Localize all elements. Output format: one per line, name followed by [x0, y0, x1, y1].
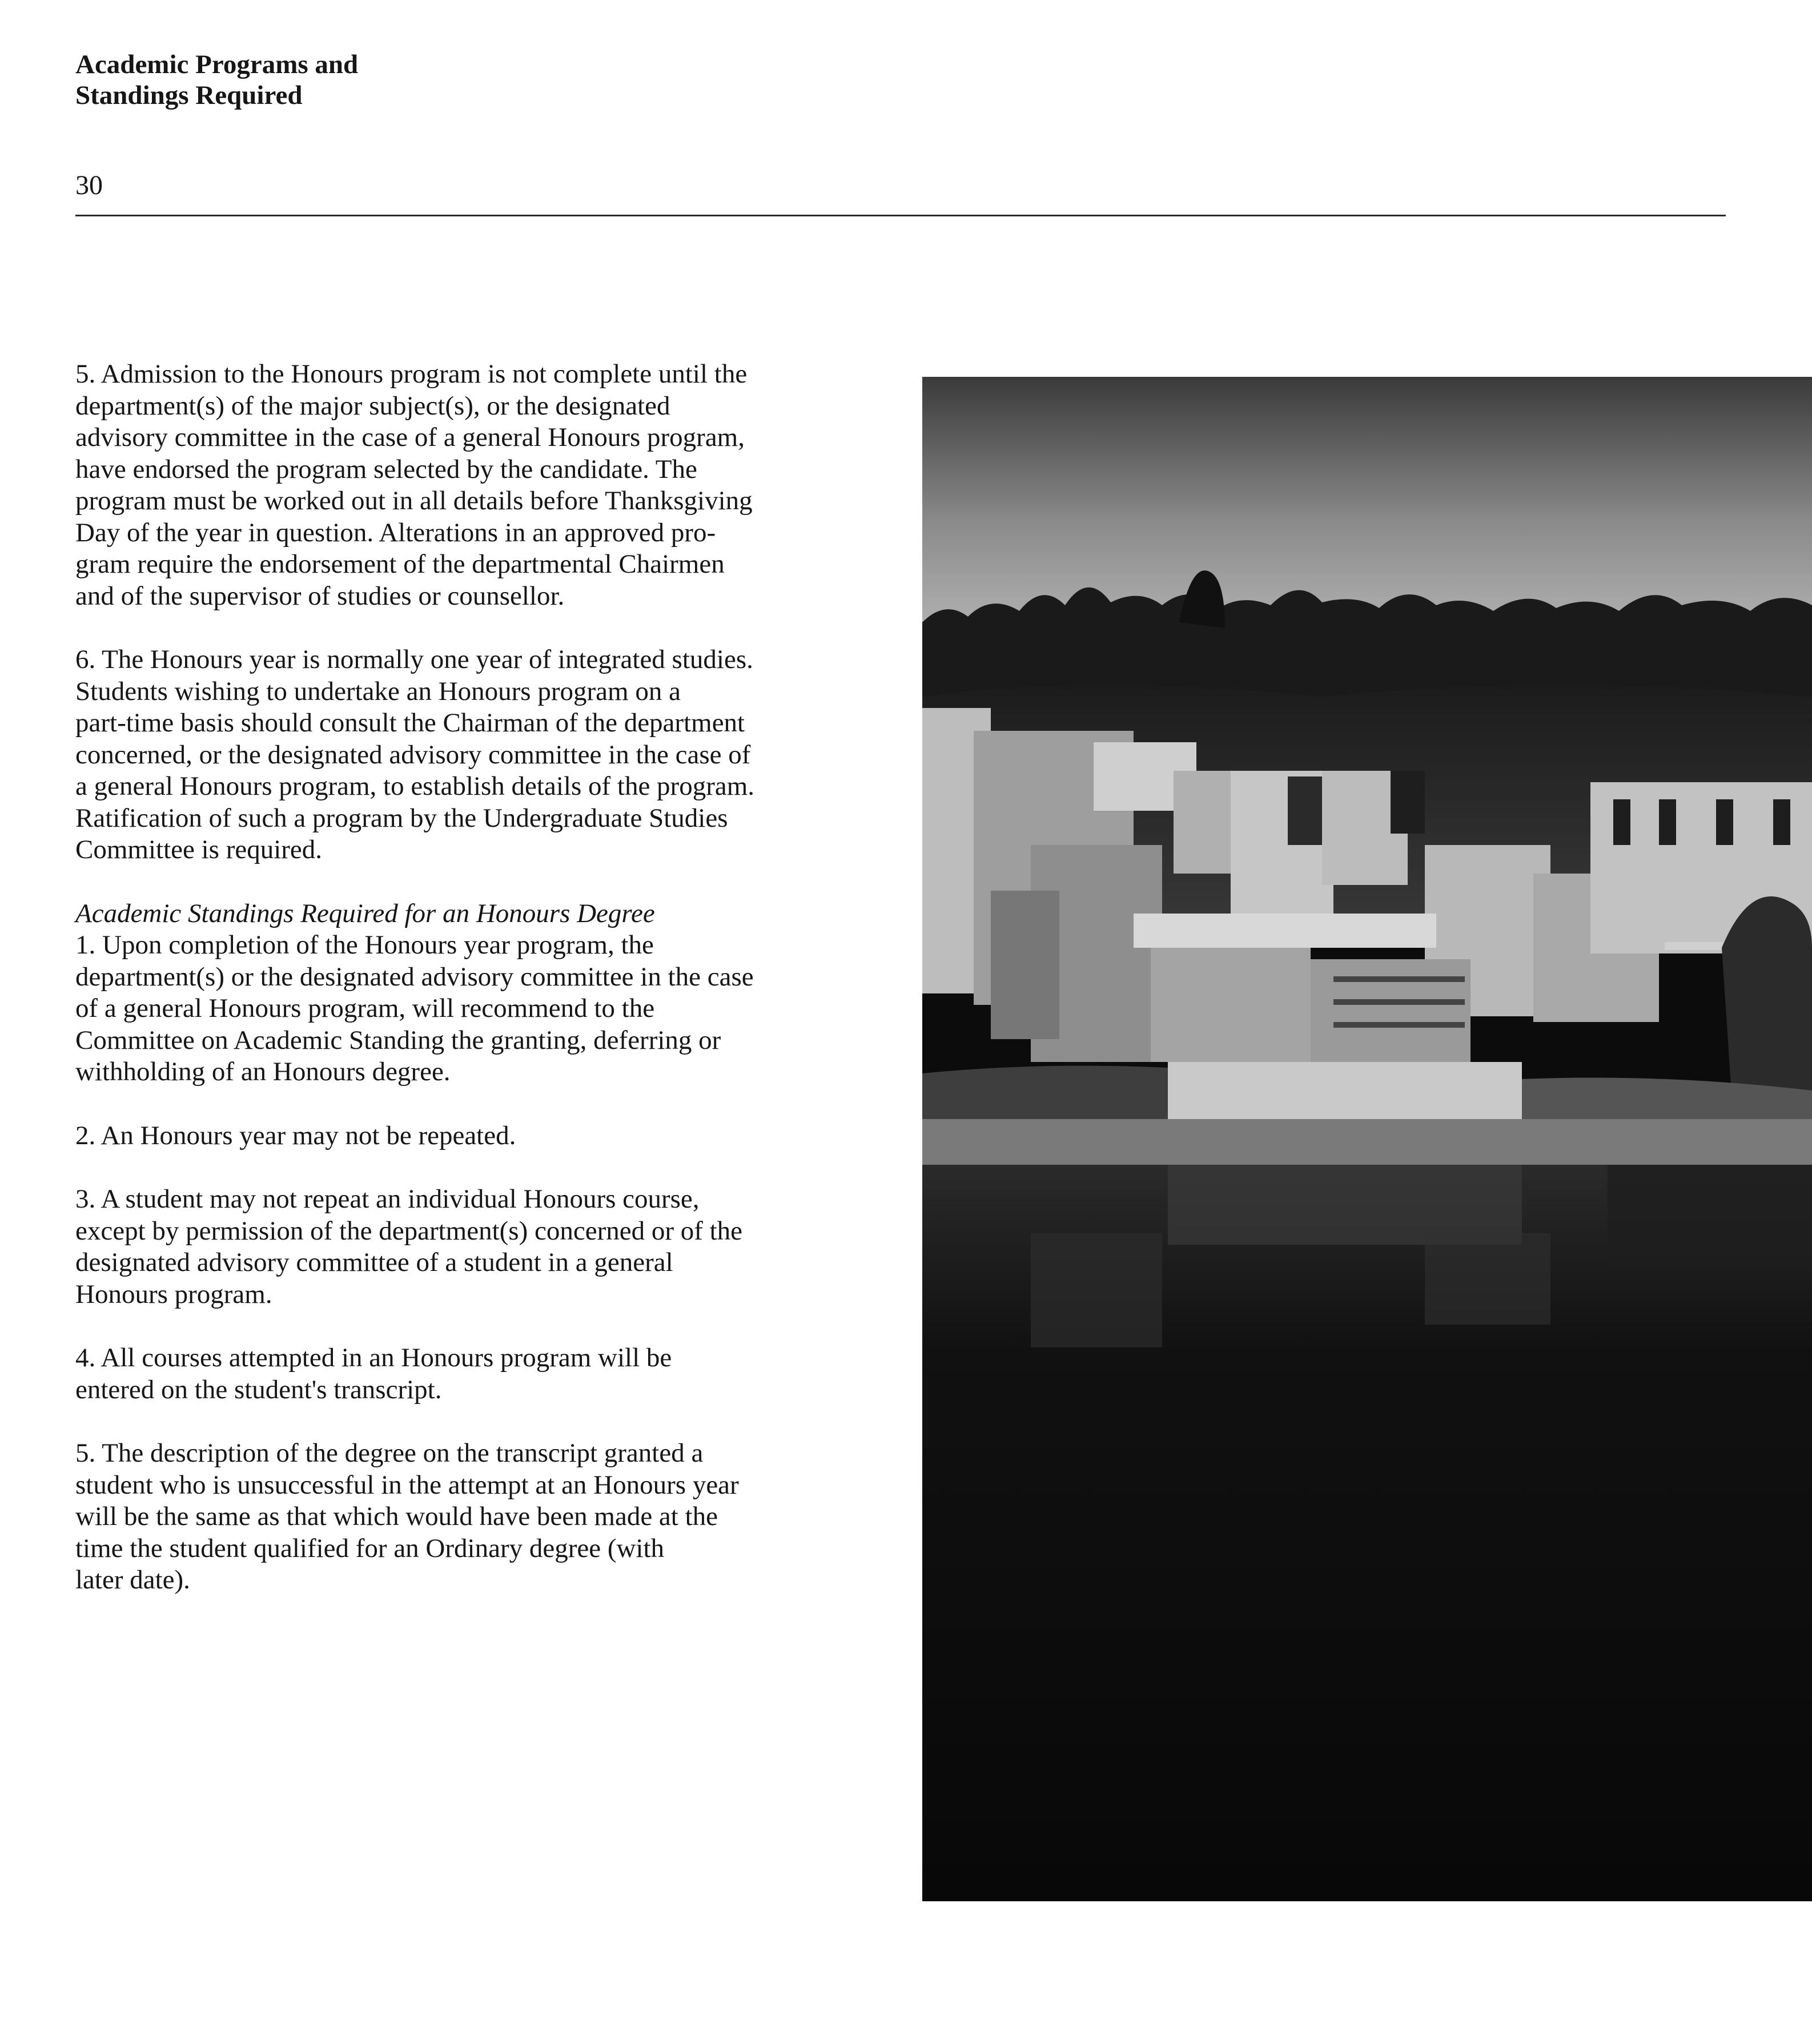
text-line: part-time basis should consult the Chairman of the department	[75, 708, 745, 738]
paragraph-admission	[75, 359, 875, 612]
page-title-line-2: Standings Required	[75, 81, 303, 110]
text-line: Students wishing to undertake an Honours program on a	[75, 676, 681, 706]
text-line: withholding of an Honours degree.	[75, 1057, 451, 1087]
text-line: advisory committee in the case of a general Honours program,	[75, 423, 745, 452]
text-line: entered on the student's transcript.	[75, 1374, 442, 1405]
text-line: of a general Honours program, will recommend to the	[75, 993, 655, 1023]
text-line: 3. A student may not repeat an individual Honours course,	[75, 1184, 700, 1214]
text-line: concerned, or the designated advisory committee in the case of	[75, 739, 751, 770]
paragraph-standing-1	[75, 930, 875, 1088]
text-line: will be the same as that which would have been made at the	[75, 1502, 718, 1531]
text-line: department(s) or the designated advisory committee in the case	[75, 961, 754, 992]
text-line: 4. All courses attempted in an Honours program will be	[75, 1343, 672, 1373]
paragraph-standing-4	[75, 1342, 875, 1406]
text-line: except by permission of the department(s) concerned or of the	[75, 1216, 743, 1246]
text-line: department(s) of the major subject(s), or the designated	[75, 391, 670, 421]
text-line: program must be worked out in all details before Thanksgiving	[75, 486, 753, 516]
text-line: Day of the year in question. Alterations in an approved pro-	[75, 517, 716, 548]
campus-photo-icon	[922, 377, 1812, 1901]
text-line: gram require the endorsement of the departmental Chairmen	[75, 549, 725, 579]
text-line: and of the supervisor of studies or counsellor.	[75, 581, 565, 611]
text-line: Ratification of such a program by the Undergraduate Studies	[75, 803, 728, 833]
body-text-column	[75, 359, 875, 1628]
text-line: Committee on Academic Standing the granting, deferring or	[75, 1025, 721, 1055]
text-line: Honours program.	[75, 1279, 272, 1309]
page-title	[75, 49, 589, 111]
text-line: 5. The description of the degree on the transcript granted a	[75, 1438, 704, 1468]
campus-photo	[922, 377, 1812, 1901]
paragraph-standing-2	[75, 1120, 875, 1152]
header-divider	[75, 215, 1726, 216]
text-line: 2. An Honours year may not be repeated.	[75, 1120, 516, 1150]
text-line: time the student qualified for an Ordinary degree (with	[75, 1533, 665, 1563]
paragraph-standing-3	[75, 1184, 875, 1310]
text-line: later date).	[75, 1565, 190, 1595]
text-line: 5. Admission to the Honours program is not complete until the	[75, 359, 748, 389]
page-number: 30	[75, 170, 103, 200]
text-line: 1. Upon completion of the Honours year program, the	[75, 930, 654, 960]
text-line: 6. The Honours year is normally one year of integrated studies.	[75, 645, 753, 674]
paragraph-standing-5	[75, 1438, 875, 1596]
text-line: student who is unsuccessful in the attempt at an Honours year	[75, 1470, 739, 1500]
page-title-line-1: Academic Programs and	[75, 50, 359, 79]
text-line: Committee is required.	[75, 835, 323, 864]
text-line: a general Honours program, to establish details of the program.	[75, 771, 755, 801]
section-subheading: Academic Standings Required for an Honours Degree	[75, 898, 655, 928]
text-line: have endorsed the program selected by the candidate. The	[75, 454, 697, 484]
text-line: designated advisory committee of a student in a general	[75, 1248, 673, 1277]
paragraph-honours-year	[75, 644, 875, 866]
